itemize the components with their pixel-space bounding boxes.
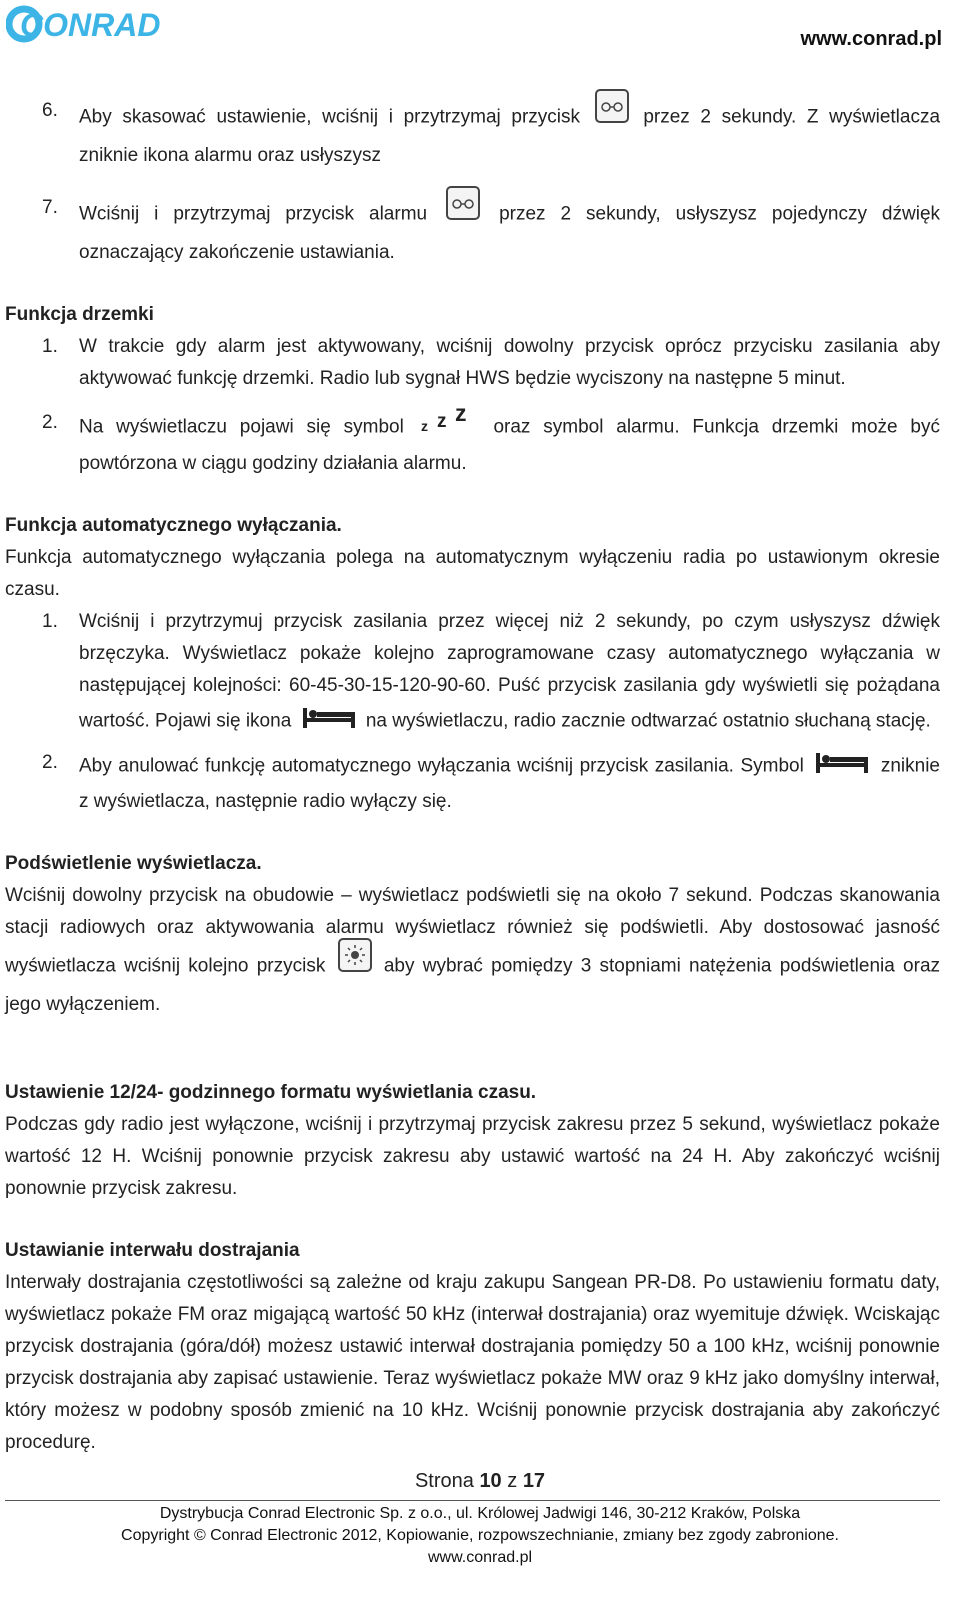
light-button-icon bbox=[338, 944, 372, 989]
alarm-button-icon bbox=[595, 95, 629, 140]
section-heading-auto-off: Funkcja automatycznego wyłączania. bbox=[5, 515, 342, 536]
section-heading-tuning: Ustawianie interwału dostrajania bbox=[5, 1240, 300, 1261]
paragraph: Interwały dostrajania częstotliwości są zależne od kraju zakupu Sangean PR-D8. Po ustawieniu formatu daty, wyświetlacz pokaże FM oraz migającą wartość 50 kHz (interwał dostrajania) oraz wyemituje dźwięk. Wciskając przycisk dostrajania (góra/dół) możesz ustawić interwał dostrajania pomiędzy 50 a 100 kHz, wciśnij ponownie przycisk dostrajania aby zapisać ustawienie. Teraz wyświetlacz pokaże MW oraz 9 kHz jako domyślny interwał, który możesz w podobny sposób zmienić na 10 kHz. Wciśnij ponownie przycisk dostrajania aby zakończyć procedurę. bbox=[5, 1272, 940, 1453]
page-content bbox=[5, 95, 940, 1459]
page-number: Strona 10 z 17 bbox=[414, 1470, 546, 1492]
footer-copyright: Copyright © Conrad Electronic 2012, Kopiowanie, rozpowszechnianie, zmiany bez zgody zabronione. bbox=[121, 1527, 839, 1544]
snooze-zzz-icon bbox=[420, 403, 477, 448]
svg-text:z: z bbox=[436, 411, 447, 432]
list-item: 7. Wciśnij i przytrzymaj przycisk alarmu przez 2 sekundy, usłyszysz pojedynczy dźwięk oznaczający zakończenie ustawiania. bbox=[5, 192, 940, 269]
footer-address: Dystrybucja Conrad Electronic Sp. z o.o., ul. Królowej Jadwigi 146, 30-212 Kraków, Polska bbox=[159, 1505, 801, 1522]
paragraph: Wciśnij dowolny przycisk na obudowie – wyświetlacz podświetli się na około 7 sekund. Podczas skanowania stacji radiowych oraz aktywowania alarmu wyświetlacz również się podświetli. Aby dostosować jasność wyświetlacza wciśnij kolejno przycisk aby wybrać pomiędzy 3 stopniami natężenia podświetlenia oraz jego wyłączeniem. bbox=[5, 885, 941, 1015]
list-item: 6. Aby skasować ustawienie, wciśnij i przytrzymaj przycisk przez 2 sekundy. Z wyświetlacza zniknie ikona alarmu oraz usłyszysz bbox=[5, 95, 940, 172]
sleep-bed-icon bbox=[814, 747, 870, 786]
section-heading-backlight: Podświetlenie wyświetlacza. bbox=[5, 853, 262, 874]
section-heading-time-format: Ustawienie 12/24- godzinnego formatu wyświetlania czasu. bbox=[5, 1082, 537, 1103]
footer-url[interactable]: www.conrad.pl bbox=[427, 1549, 533, 1566]
header-url[interactable]: www.conrad.pl bbox=[800, 28, 942, 50]
footer bbox=[0, 1503, 960, 1569]
conrad-logo bbox=[6, 4, 166, 44]
footer-divider bbox=[5, 1500, 940, 1501]
list-item: 1. Wciśnij i przytrzymuj przycisk zasilania przez więcej niż 2 sekundy, po czym usłyszysz dźwięk brzęczyka. Wyświetlacz pokaże kolejno zaprogramowane czasy automatycznego wyłączania w następującej kolejności: 60-45-30-15-120-90-60. Puść przycisk zasilania gdy wyświetli się pożądana wartość. Pojawi się ikona na wyświetlaczu, radio zacznie odtwarzać ostatnio słuchaną stację. bbox=[5, 606, 940, 741]
svg-text:z: z bbox=[454, 403, 467, 426]
paragraph: Funkcja automatycznego wyłączania polega na automatycznym wyłączeniu radia po ustawionym okresie czasu. bbox=[5, 547, 940, 600]
list-item: 2. Aby anulować funkcję automatycznego wyłączania wciśnij przycisk zasilania. Symbol zniknie z wyświetlacza, następnie radio wyłączy się. bbox=[5, 747, 940, 818]
sleep-bed-icon bbox=[301, 702, 357, 741]
logo-text: CONRAD bbox=[20, 7, 161, 43]
alarm-button-icon bbox=[446, 192, 480, 237]
list-item: 1. W trakcie gdy alarm jest aktywowany, wciśnij dowolny przycisk oprócz przycisku zasilania aby aktywować funkcję drzemki. Radio lub sygnał HWS będzie wyciszony na następne 5 minut. bbox=[42, 336, 940, 389]
svg-text:z: z bbox=[420, 418, 428, 433]
section-heading-snooze: Funkcja drzemki bbox=[5, 304, 154, 325]
list-item: 2. Na wyświetlaczu pojawi się symbol z z z oraz symbol alarmu. Funkcja drzemki może być powtórzona w ciągu godziny działania alarmu. bbox=[5, 407, 940, 480]
paragraph: Podczas gdy radio jest wyłączone, wciśnij i przytrzymaj przycisk zakresu przez 5 sekund, wyświetlacz pokaże wartość 12 H. Wciśnij ponownie przycisk zakresu aby ustawić wartość na 24 H. Aby zakończyć wciśnij ponownie przycisk zakresu. bbox=[5, 1114, 940, 1199]
